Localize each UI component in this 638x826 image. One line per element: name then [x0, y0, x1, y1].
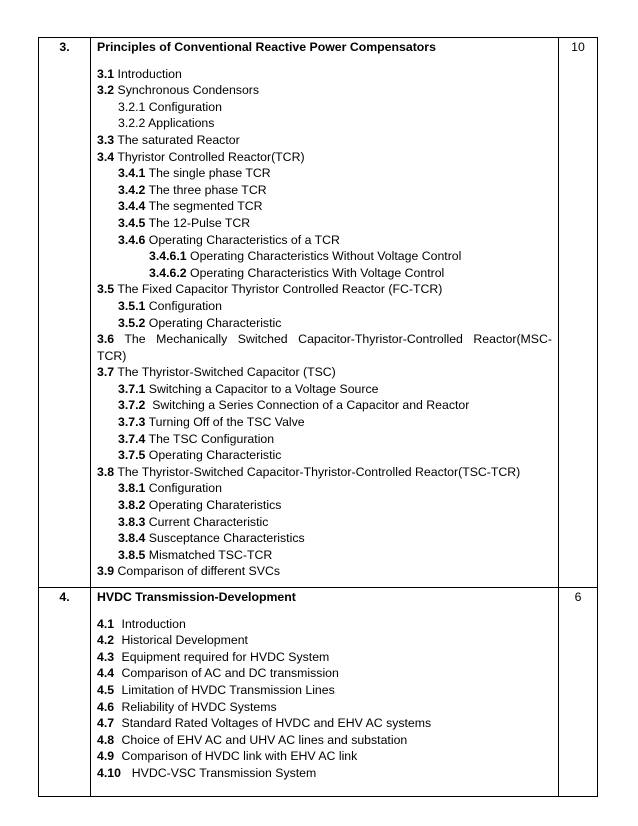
topic-text: Synchronous Condensors	[117, 83, 260, 98]
topic-item	[97, 447, 552, 464]
topic-item	[97, 182, 552, 199]
topic-number: 4.6	[97, 699, 115, 714]
topic-number: 3.6	[97, 332, 115, 347]
topic-item	[97, 547, 552, 564]
topic-item	[97, 364, 552, 381]
topic-item	[97, 381, 552, 398]
topic-text: The 12-Pulse TCR	[148, 215, 251, 230]
topic-text: The TSC Configuration	[148, 431, 275, 446]
topic-item	[97, 480, 552, 497]
unit-row-3	[39, 38, 598, 588]
topic-item	[97, 563, 552, 580]
topic-item	[97, 132, 552, 149]
topic-text: The Thyristor-Switched Capacitor-Thyristor-Controlled Reactor(TSC-TCR)	[117, 464, 521, 479]
unit-hours: 6	[559, 588, 598, 797]
topic-number: 3.2.1	[118, 99, 146, 114]
topic-item	[97, 66, 552, 83]
topic-number: 3.8.3	[118, 514, 146, 529]
topic-number: 3.3	[97, 132, 115, 147]
topic-text: Turning Off of the TSC Valve	[148, 415, 305, 430]
topic-number: 3.7	[97, 365, 115, 380]
topic-item	[97, 165, 552, 182]
topic-text: Introduction	[121, 616, 186, 631]
topic-item	[97, 397, 552, 414]
topic-number: 3.2	[97, 83, 115, 98]
topic-text: The Fixed Capacitor Thyristor Controlled Reactor (FC-TCR)	[117, 282, 443, 297]
topic-number: 3.2.2	[118, 116, 146, 131]
topic-item	[97, 464, 552, 481]
topic-item	[97, 248, 552, 265]
topic-number: 3.8.4	[118, 531, 146, 546]
topic-number: 3.4.6.2	[149, 265, 187, 280]
topic-list	[97, 66, 552, 580]
topic-number: 3.4.5	[118, 215, 146, 230]
topic-number: 3.8.1	[118, 481, 146, 496]
topic-number: 3.4	[97, 149, 115, 164]
topic-number: 3.7.2	[118, 398, 146, 413]
topic-number: 3.4.6.1	[149, 249, 187, 264]
syllabus-table	[38, 37, 598, 797]
topic-number: 4.5	[97, 682, 115, 697]
topic-text: Switching a Capacitor to a Voltage Source	[148, 381, 379, 396]
topic-text: Configuration	[148, 298, 222, 313]
topic-item	[97, 530, 552, 547]
topic-item	[97, 682, 552, 699]
topic-number: 3.7.1	[118, 381, 146, 396]
topic-item	[97, 748, 552, 765]
topic-text: Applications	[148, 116, 215, 131]
topic-number: 3.9	[97, 564, 115, 579]
topic-number: 3.8.5	[118, 547, 146, 562]
topic-item	[97, 765, 552, 782]
topic-number: 3.4.1	[118, 166, 146, 181]
topic-text: Introduction	[117, 66, 182, 81]
topic-text: Mismatched TSC-TCR	[148, 547, 273, 562]
topic-text: Reliability of HVDC Systems	[121, 699, 277, 714]
topic-item	[97, 281, 552, 298]
topic-text: Operating Charateristics	[148, 498, 282, 513]
topic-text: Comparison of AC and DC transmission	[121, 666, 339, 681]
topic-text: Comparison of HVDC link with EHV AC link	[121, 749, 358, 764]
topic-number: 4.8	[97, 732, 115, 747]
topic-item	[97, 414, 552, 431]
topic-item	[97, 198, 552, 215]
topic-number: 3.1	[97, 66, 115, 81]
topic-text: Current Characteristic	[148, 514, 269, 529]
topic-number: 3.5.2	[118, 315, 146, 330]
topic-number: 4.7	[97, 716, 115, 731]
unit-row-4	[39, 588, 598, 797]
topic-number: 3.5.1	[118, 298, 146, 313]
topic-text: The segmented TCR	[148, 199, 263, 214]
topic-number: 3.8	[97, 464, 115, 479]
topic-number: 3.7.5	[118, 448, 146, 463]
topic-number: 3.7.3	[118, 415, 146, 430]
topic-item	[97, 99, 552, 116]
topic-number: 3.8.2	[118, 498, 146, 513]
topic-text: Operating Characteristics With Voltage Control	[190, 265, 445, 280]
topic-item	[97, 431, 552, 448]
topic-text: Standard Rated Voltages of HVDC and EHV AC systems	[121, 716, 432, 731]
topic-item	[97, 632, 552, 649]
topic-number: 4.9	[97, 749, 115, 764]
topic-text: Operating Characteristics of a TCR	[148, 232, 340, 247]
topic-item	[97, 265, 552, 282]
topic-item	[97, 115, 552, 132]
topic-text: The three phase TCR	[148, 182, 267, 197]
topic-list	[97, 616, 552, 782]
topic-item	[97, 649, 552, 666]
unit-number: 4.	[39, 588, 91, 797]
topic-number: 3.7.4	[118, 431, 146, 446]
topic-item	[97, 665, 552, 682]
topic-text: Equipment required for HVDC System	[121, 649, 330, 664]
unit-title: HVDC Transmission-Development	[97, 590, 296, 604]
topic-text: Configuration	[148, 99, 222, 114]
unit-number: 3.	[39, 38, 91, 588]
topic-text: Choice of EHV AC and UHV AC lines and substation	[121, 732, 408, 747]
topic-number: 4.4	[97, 666, 115, 681]
topic-item	[97, 149, 552, 166]
topic-text: Susceptance Characteristics	[148, 531, 305, 546]
topic-text: The Thyristor-Switched Capacitor (TSC)	[117, 365, 336, 380]
topic-item	[97, 315, 552, 332]
topic-number: 3.4.2	[118, 182, 146, 197]
topic-number: 4.3	[97, 649, 115, 664]
unit-content	[91, 38, 559, 588]
topic-text: The Mechanically Switched Capacitor-Thyristor-Controlled Reactor(MSC-TCR)	[97, 332, 552, 363]
topic-text: Comparison of different SVCs	[117, 564, 280, 579]
topic-item	[97, 514, 552, 531]
unit-title: Principles of Conventional Reactive Power Compensators	[97, 40, 436, 54]
topic-item	[97, 232, 552, 249]
topic-number: 3.4.6	[118, 232, 146, 247]
topic-number: 3.4.4	[118, 199, 146, 214]
topic-item	[97, 82, 552, 99]
topic-item	[97, 497, 552, 514]
topic-text: Thyristor Controlled Reactor(TCR)	[117, 149, 305, 164]
topic-item	[97, 699, 552, 716]
topic-text: Configuration	[148, 481, 222, 496]
topic-text: Switching a Series Connection of a Capacitor and Reactor	[148, 398, 470, 413]
topic-number: 3.5	[97, 282, 115, 297]
topic-item	[97, 732, 552, 749]
topic-text: Operating Characteristic	[148, 448, 282, 463]
topic-text: HVDC-VSC Transmission System	[128, 765, 317, 780]
topic-text: The single phase TCR	[148, 166, 271, 181]
topic-item	[97, 616, 552, 633]
topic-text: The saturated Reactor	[117, 132, 240, 147]
topic-text: Operating Characteristic	[148, 315, 282, 330]
topic-item	[97, 215, 552, 232]
unit-hours: 10	[559, 38, 598, 588]
topic-item	[97, 298, 552, 315]
topic-item	[97, 715, 552, 732]
topic-number: 4.2	[97, 633, 115, 648]
topic-item	[97, 331, 552, 364]
topic-text: Operating Characteristics Without Voltage Control	[190, 249, 462, 264]
topic-text: Historical Development	[121, 633, 248, 648]
topic-number: 4.10	[97, 765, 121, 780]
topic-number: 4.1	[97, 616, 115, 631]
topic-text: Limitation of HVDC Transmission Lines	[121, 682, 335, 697]
unit-content	[91, 588, 559, 797]
